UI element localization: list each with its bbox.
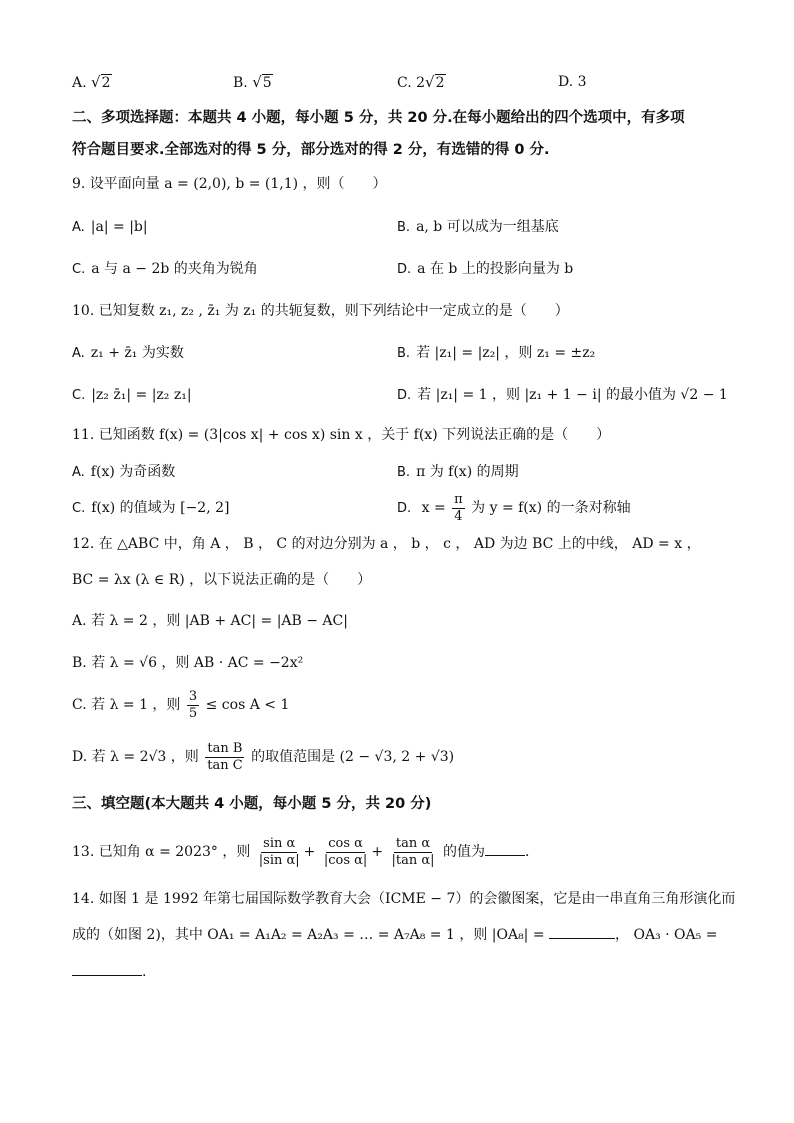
q10-option-b-text: 若 |z₁| = |z₂| ，则 z₁ = ±z₂ xyxy=(416,345,596,361)
q10-option-c-text: |z₂ z̄₁| = |z₂ z₁| xyxy=(91,387,192,403)
q11-option-b xyxy=(397,460,519,485)
q8-option-b xyxy=(233,70,273,95)
q11-option-c xyxy=(72,488,230,529)
q8-option-b-value: 5 xyxy=(262,75,272,91)
q11-option-d-pre: x = xyxy=(421,500,446,516)
q9-option-c-label: C. xyxy=(72,262,86,277)
q9-option-b xyxy=(397,215,559,240)
q14-line3 xyxy=(72,960,732,984)
q12-option-c xyxy=(72,685,732,725)
q12-option-b: B. 若 λ = √6 ，则 AB · AC = −2x² xyxy=(72,655,304,671)
q11-option-d-post: 为 y = f(x) 的一条对称轴 xyxy=(471,500,631,516)
q11-stem: 11. 已知函数 f(x) = (3|cos x| + cos x) sin x ，关于 f(x) 下列说法正确的是（ ） xyxy=(72,427,611,443)
q9-option-d xyxy=(397,257,573,282)
frac-denominator: tan C xyxy=(207,757,243,773)
q14-line1: 14. 如图 1 是 1992 年第七届国际数学教育大会（ICME − 7）的会徽图案，它是由一串直角三角形演化而 xyxy=(72,891,736,907)
frac-numerator: tan α xyxy=(395,835,431,851)
q8-option-c-label: C. xyxy=(397,75,412,91)
q10-option-b xyxy=(397,341,595,366)
q9-option-a xyxy=(72,215,148,240)
fraction-3-over-5 xyxy=(187,689,199,722)
q11-option-b-label: B. xyxy=(397,465,411,480)
q10-option-a xyxy=(72,341,184,366)
fraction-pi-over-4 xyxy=(452,492,465,525)
q9-options-row2 xyxy=(0,257,794,281)
q9-option-c xyxy=(72,257,258,282)
q14-line3-end: . xyxy=(142,964,147,980)
frac-numerator: cos α xyxy=(328,835,363,851)
q8-option-c-value: 2 xyxy=(435,75,445,91)
q10-option-b-label: B. xyxy=(397,346,411,361)
q12-option-c-post: ≤ cos A < 1 xyxy=(205,697,290,713)
q9-option-d-label: D. xyxy=(397,262,412,277)
q12-stem-line1: 12. 在 △ABC 中，角 A ， B ， C 的对边分别为 a ， b ， c ， AD 为边 BC 上的中线， AD = x ， xyxy=(72,536,701,552)
q11-option-a-label: A. xyxy=(72,465,85,480)
q8-option-a-value: 2 xyxy=(101,75,111,91)
q8-option-a-label: A. xyxy=(72,75,87,91)
q8-option-a xyxy=(72,70,112,95)
q13-answer-blank[interactable] xyxy=(485,841,525,856)
fraction-tan xyxy=(390,836,437,869)
q10-option-c xyxy=(72,383,192,408)
q12-stem-line2: BC = λx (λ ∈ R) ，以下说法正确的是（ ） xyxy=(72,572,372,588)
frac-numerator: tan B xyxy=(207,740,243,756)
q10-option-c-label: C. xyxy=(72,388,86,403)
q10-stem: 10. 已知复数 z₁, z₂ , z̄₁ 为 z₁ 的共轭复数，则下列结论中一定成立的是（ ） xyxy=(72,303,569,319)
q11-options-row1 xyxy=(0,460,794,484)
q10-option-d-label: D. xyxy=(397,388,412,403)
q11-option-b-text: π 为 f(x) 的周期 xyxy=(416,464,519,480)
q8-option-b-label: B. xyxy=(233,75,248,91)
q13: 13. 已知角 α = 2023° ，则 $\frac{\text{sin α}}{\text{|sin α|}}$ + $\frac{\text{cos α}}{\text{|cos α|}}$ + $\frac{\text{tan α}}{\text{|tan α|}}$ 的值为 . xyxy=(72,835,530,868)
sqrt-symbol: √ xyxy=(425,73,435,91)
q11-option-d xyxy=(397,488,631,529)
q8-options xyxy=(0,70,794,94)
q12-option-a: A. 若 λ = 2 ，则 |AB + AC| = |AB − AC| xyxy=(72,613,348,629)
q11-option-c-text: f(x) 的值域为 [−2, 2] xyxy=(91,500,230,516)
q10-options-row1 xyxy=(0,341,794,365)
q9-option-c-text: a 与 a − 2b 的夹角为锐角 xyxy=(91,261,258,277)
q8-option-c xyxy=(397,70,446,95)
q9-option-b-text: a, b 可以成为一组基底 xyxy=(416,219,559,235)
q8-option-d: D. 3 xyxy=(558,74,587,90)
q14-line2-pre: 成的（如图 2)，其中 OA₁ = A₁A₂ = A₂A₃ = … = A₇A₈ = 1 ，则 |OA₈| = xyxy=(72,927,545,943)
q13-post: 的值为 xyxy=(442,844,485,860)
q14-line2 xyxy=(72,923,732,947)
q9-option-a-label: A. xyxy=(72,220,85,235)
q12-option-d-post: 的取值范围是 (2 − √3, 2 + √3) xyxy=(251,749,455,765)
q11-option-c-label: C. xyxy=(72,501,86,516)
section3-title: 三、填空题(本大题共 4 小题，每小题 5 分，共 20 分) xyxy=(72,796,432,812)
q14-answer-blank-1[interactable] xyxy=(549,924,615,939)
q12-option-d-pre: D. 若 λ = 2√3 ，则 xyxy=(72,749,199,765)
q10-option-a-label: A. xyxy=(72,346,85,361)
q9-options-row1 xyxy=(0,215,794,239)
sqrt-symbol: √ xyxy=(91,73,101,91)
frac-numerator: π xyxy=(454,491,463,507)
fraction-tanb-over-tanc xyxy=(205,741,244,774)
section2-line1: 二、多项选择题：本题共 4 小题，每小题 5 分，共 20 分.在每小题给出的四个选项中，有多项 xyxy=(72,110,685,126)
frac-denominator: |sin α| xyxy=(258,852,300,868)
q12-option-c-pre: C. 若 λ = 1 ，则 xyxy=(72,697,181,713)
q11-option-a-text: f(x) 为奇函数 xyxy=(90,464,176,480)
section2-line2: 符合题目要求.全部选对的得 5 分，部分选对的得 2 分，有选错的得 0 分. xyxy=(72,142,550,158)
q10-option-d-text: 若 |z₁| = 1 ，则 |z₁ + 1 − i| 的最小值为 √2 − 1 xyxy=(417,387,728,403)
q11-option-d-label: D. xyxy=(397,501,412,516)
q14-line2-post: OA₃ · OA₅ = xyxy=(633,927,718,943)
q13-pre: 13. 已知角 α = 2023° ，则 xyxy=(72,844,251,860)
sqrt-symbol: √ xyxy=(252,73,262,91)
q11-option-a xyxy=(72,460,175,485)
q9-option-a-text: |a| = |b| xyxy=(90,219,148,235)
q9-stem: 9. 设平面向量 a = (2,0), b = (1,1) ，则（ ） xyxy=(72,176,387,192)
frac-denominator: 5 xyxy=(188,705,198,721)
fraction-cos xyxy=(322,836,369,869)
q8-option-c-coef: 2 xyxy=(416,75,426,91)
frac-denominator: |cos α| xyxy=(323,852,368,868)
frac-denominator: 4 xyxy=(454,508,463,524)
q13-end: . xyxy=(524,844,530,860)
q11-options-row2 xyxy=(0,488,794,528)
frac-numerator: 3 xyxy=(188,688,198,704)
q14-line2-mid: ， xyxy=(615,927,630,943)
frac-denominator: |tan α| xyxy=(391,852,435,868)
frac-numerator: sin α xyxy=(263,835,296,851)
q10-options-row2 xyxy=(0,383,794,407)
q9-option-b-label: B. xyxy=(397,220,411,235)
q10-option-a-text: z₁ + z̄₁ 为实数 xyxy=(90,345,184,361)
q10-option-d xyxy=(397,383,728,408)
q9-option-d-text: a 在 b 上的投影向量为 b xyxy=(417,261,574,277)
q14-answer-blank-2[interactable] xyxy=(72,961,142,976)
fraction-sin xyxy=(257,836,302,869)
q12-option-d xyxy=(72,737,732,777)
